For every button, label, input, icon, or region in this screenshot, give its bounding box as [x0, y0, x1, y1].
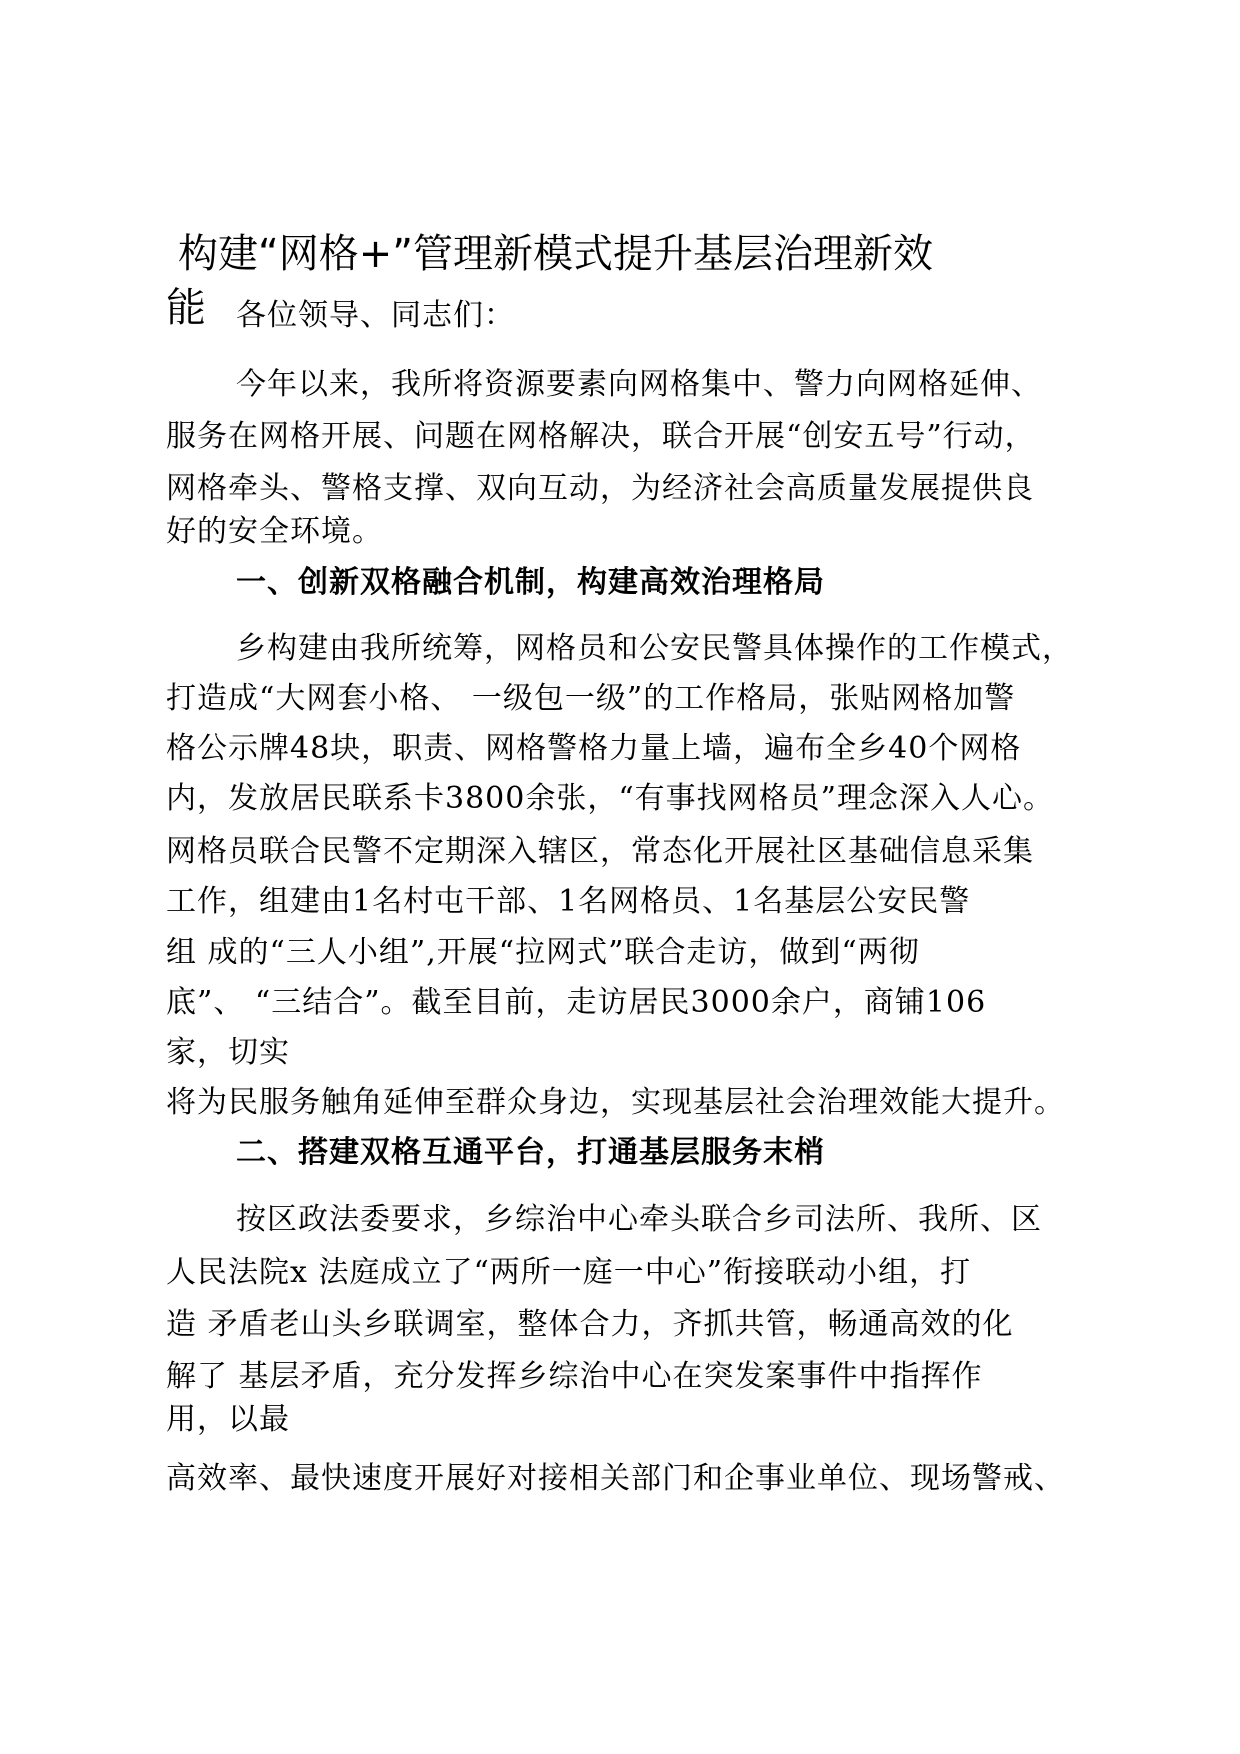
section-2-line: 人民法院x 法庭成立了“两所一庭一中心”衔接联动小组，打 [166, 1255, 972, 1290]
document-title-line-1: 构建“网格+”管理新模式提升基层治理新效 [178, 231, 933, 277]
section-2-heading: 二、搭建双格互通平台，打通基层服务末梢 [236, 1135, 825, 1170]
section-1-line: 内，发放居民联系卡3800余张，“有事找网格员”理念深入人心。 [166, 781, 1055, 816]
section-2-line: 用，以最 [166, 1402, 290, 1437]
section-2-line: 造 矛盾老山头乡联调室，整体合力，齐抓共管，畅通高效的化 [166, 1307, 1014, 1342]
intro-line: 好的安全环境。 [166, 514, 383, 549]
intro-line: 网格牵头、警格支撑、双向互动，为经济社会高质量发展提供良 [166, 471, 1034, 506]
section-1-line: 网格员联合民警不定期深入辖区，常态化开展社区基础信息采集 [166, 834, 1034, 869]
section-1-line: 工作，组建由1名村屯干部、1名网格员、1名基层公安民警 [166, 884, 971, 919]
section-1-heading: 一、创新双格融合机制，构建高效治理格局 [236, 565, 825, 600]
section-1-line: 格公示牌48块，职责、网格警格力量上墙，遍布全乡40个网格 [166, 731, 1022, 766]
section-1-line: 乡构建由我所统筹，网格员和公安民警具体操作的工作模式， [236, 631, 1073, 666]
section-2-line: 解了 基层矛盾，充分发挥乡综治中心在突发案事件中指挥作 [166, 1359, 983, 1394]
section-1-line: 组 成的“三人小组”,开展“拉网式”联合走访，做到“两彻 [166, 935, 920, 970]
section-2-line: 按区政法委要求，乡综治中心牵头联合乡司法所、我所、区 [236, 1202, 1042, 1237]
section-1-line: 家，切实 [166, 1035, 290, 1070]
section-2-line: 高效率、最快速度开展好对接相关部门和企事业单位、现场警戒、 [166, 1461, 1065, 1496]
intro-line: 服务在网格开展、问题在网格解决，联合开展“创安五号”行动， [166, 419, 1036, 454]
section-1-line: 打造成“大网套小格、 一级包一级”的工作格局，张贴网格加警 [166, 681, 1016, 716]
section-1-line: 将为民服务触角延伸至群众身边，实现基层社会治理效能大提升。 [166, 1085, 1065, 1120]
section-1-line: 底”、 “三结合”。截至目前，走访居民3000余户，商铺106 [166, 985, 987, 1020]
document-title-line-2: 能 [166, 285, 206, 331]
salutation: 各位领导、同志们： [236, 298, 515, 333]
intro-line: 今年以来，我所将资源要素向网格集中、警力向网格延伸、 [236, 367, 1042, 402]
